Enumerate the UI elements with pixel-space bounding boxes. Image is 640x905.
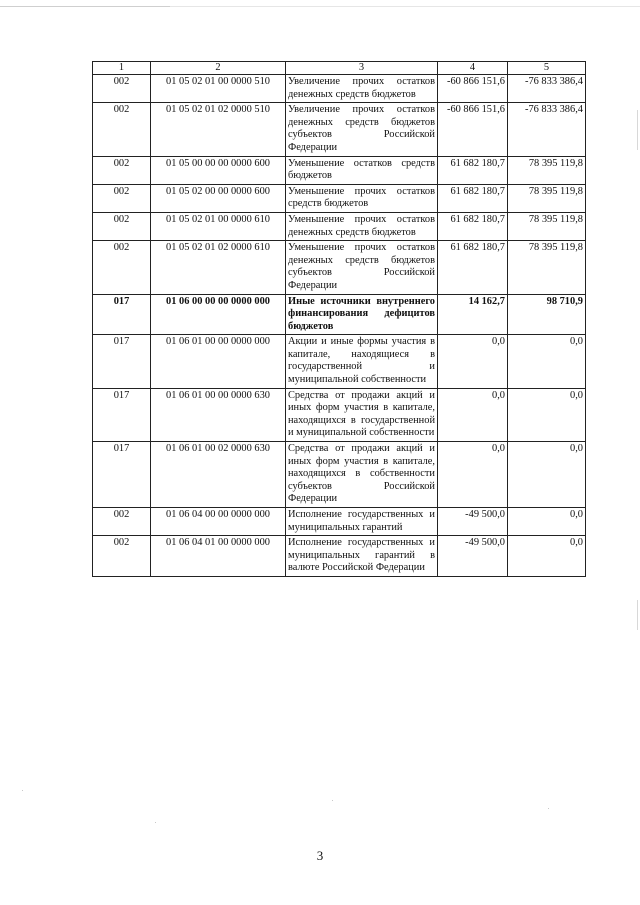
classification-code-cell: 01 05 02 01 00 0000 510 <box>151 75 286 103</box>
admin-code-cell: 017 <box>93 388 151 441</box>
description-cell: Средства от продажи акций и иных форм участия в капитале, находящихся в государственной и муниципальной собственности <box>286 388 438 441</box>
admin-code-cell: 002 <box>93 75 151 103</box>
amount-col5-cell: 78 395 119,8 <box>508 241 586 294</box>
amount-col4-cell: 61 682 180,7 <box>438 212 508 240</box>
scan-speck <box>548 808 549 809</box>
amount-col4-cell: 0,0 <box>438 388 508 441</box>
classification-code-cell: 01 06 01 00 00 0000 630 <box>151 388 286 441</box>
table-row <box>93 508 586 536</box>
table-row <box>93 103 586 156</box>
admin-code-cell: 017 <box>93 335 151 388</box>
table-row <box>93 241 586 294</box>
table-row <box>93 294 586 335</box>
description-cell: Увеличение прочих остатков денежных средств бюджетов субъектов Российской Федерации <box>286 103 438 156</box>
amount-col4-cell: 14 162,7 <box>438 294 508 335</box>
column-header: 2 <box>151 62 286 75</box>
amount-col5-cell: 78 395 119,8 <box>508 156 586 184</box>
admin-code-cell: 017 <box>93 442 151 508</box>
description-cell: Исполнение государственных и муниципальных гарантий <box>286 508 438 536</box>
page-number: 3 <box>316 848 324 863</box>
description-cell: Уменьшение остатков средств бюджетов <box>286 156 438 184</box>
amount-col4-cell: -49 500,0 <box>438 536 508 577</box>
classification-code-cell: 01 05 02 01 00 0000 610 <box>151 212 286 240</box>
column-header: 1 <box>93 62 151 75</box>
classification-code-cell: 01 05 02 01 02 0000 610 <box>151 241 286 294</box>
description-cell: Средства от продажи акций и иных форм участия в капитале, находящихся в собственности субъектов Российской Федерации <box>286 442 438 508</box>
description-cell: Уменьшение прочих остатков денежных средств бюджетов субъектов Российской Федерации <box>286 241 438 294</box>
admin-code-cell: 002 <box>93 241 151 294</box>
amount-col5-cell: 0,0 <box>508 508 586 536</box>
description-cell: Уменьшение прочих остатков средств бюджетов <box>286 184 438 212</box>
amount-col5-cell: 0,0 <box>508 388 586 441</box>
admin-code-cell: 017 <box>93 294 151 335</box>
description-cell: Иные источники внутреннего финансирования дефицитов бюджетов <box>286 294 438 335</box>
amount-col5-cell: -76 833 386,4 <box>508 103 586 156</box>
table-row <box>93 156 586 184</box>
scan-speck <box>155 822 156 823</box>
amount-col4-cell: 61 682 180,7 <box>438 156 508 184</box>
classification-code-cell: 01 06 01 00 02 0000 630 <box>151 442 286 508</box>
budget-sources-table <box>92 61 586 577</box>
column-header: 5 <box>508 62 586 75</box>
description-cell: Уменьшение прочих остатков денежных средств бюджетов <box>286 212 438 240</box>
amount-col4-cell: 61 682 180,7 <box>438 184 508 212</box>
admin-code-cell: 002 <box>93 103 151 156</box>
amount-col4-cell: -60 866 151,6 <box>438 103 508 156</box>
amount-col4-cell: 61 682 180,7 <box>438 241 508 294</box>
scan-edge-mark <box>637 110 638 150</box>
description-cell: Увеличение прочих остатков денежных средств бюджетов <box>286 75 438 103</box>
amount-col4-cell: -49 500,0 <box>438 508 508 536</box>
amount-col5-cell: 78 395 119,8 <box>508 212 586 240</box>
column-header: 3 <box>286 62 438 75</box>
column-header: 4 <box>438 62 508 75</box>
scan-speck <box>22 790 23 791</box>
amount-col4-cell: -60 866 151,6 <box>438 75 508 103</box>
table-row <box>93 388 586 441</box>
table-row <box>93 335 586 388</box>
classification-code-cell: 01 05 02 00 00 0000 600 <box>151 184 286 212</box>
amount-col5-cell: 0,0 <box>508 442 586 508</box>
amount-col4-cell: 0,0 <box>438 335 508 388</box>
classification-code-cell: 01 06 01 00 00 0000 000 <box>151 335 286 388</box>
description-cell: Исполнение государственных и муниципальных гарантий в валюте Российской Федерации <box>286 536 438 577</box>
admin-code-cell: 002 <box>93 156 151 184</box>
table-header-row <box>93 62 586 75</box>
admin-code-cell: 002 <box>93 184 151 212</box>
amount-col5-cell: -76 833 386,4 <box>508 75 586 103</box>
classification-code-cell: 01 05 02 01 02 0000 510 <box>151 103 286 156</box>
classification-code-cell: 01 06 00 00 00 0000 000 <box>151 294 286 335</box>
amount-col5-cell: 0,0 <box>508 536 586 577</box>
description-cell: Акции и иные формы участия в капитале, находящиеся в государственной и муниципальной собственности <box>286 335 438 388</box>
classification-code-cell: 01 06 04 00 00 0000 000 <box>151 508 286 536</box>
admin-code-cell: 002 <box>93 536 151 577</box>
table-row <box>93 212 586 240</box>
amount-col4-cell: 0,0 <box>438 442 508 508</box>
amount-col5-cell: 78 395 119,8 <box>508 184 586 212</box>
amount-col5-cell: 98 710,9 <box>508 294 586 335</box>
scan-speck <box>332 800 333 801</box>
table-row <box>93 536 586 577</box>
table-row <box>93 75 586 103</box>
admin-code-cell: 002 <box>93 212 151 240</box>
table-body <box>93 75 586 577</box>
table-row <box>93 184 586 212</box>
classification-code-cell: 01 05 00 00 00 0000 600 <box>151 156 286 184</box>
classification-code-cell: 01 06 04 01 00 0000 000 <box>151 536 286 577</box>
scan-top-line-dark <box>0 6 170 7</box>
table-row <box>93 442 586 508</box>
scan-edge-mark <box>637 600 638 630</box>
admin-code-cell: 002 <box>93 508 151 536</box>
amount-col5-cell: 0,0 <box>508 335 586 388</box>
